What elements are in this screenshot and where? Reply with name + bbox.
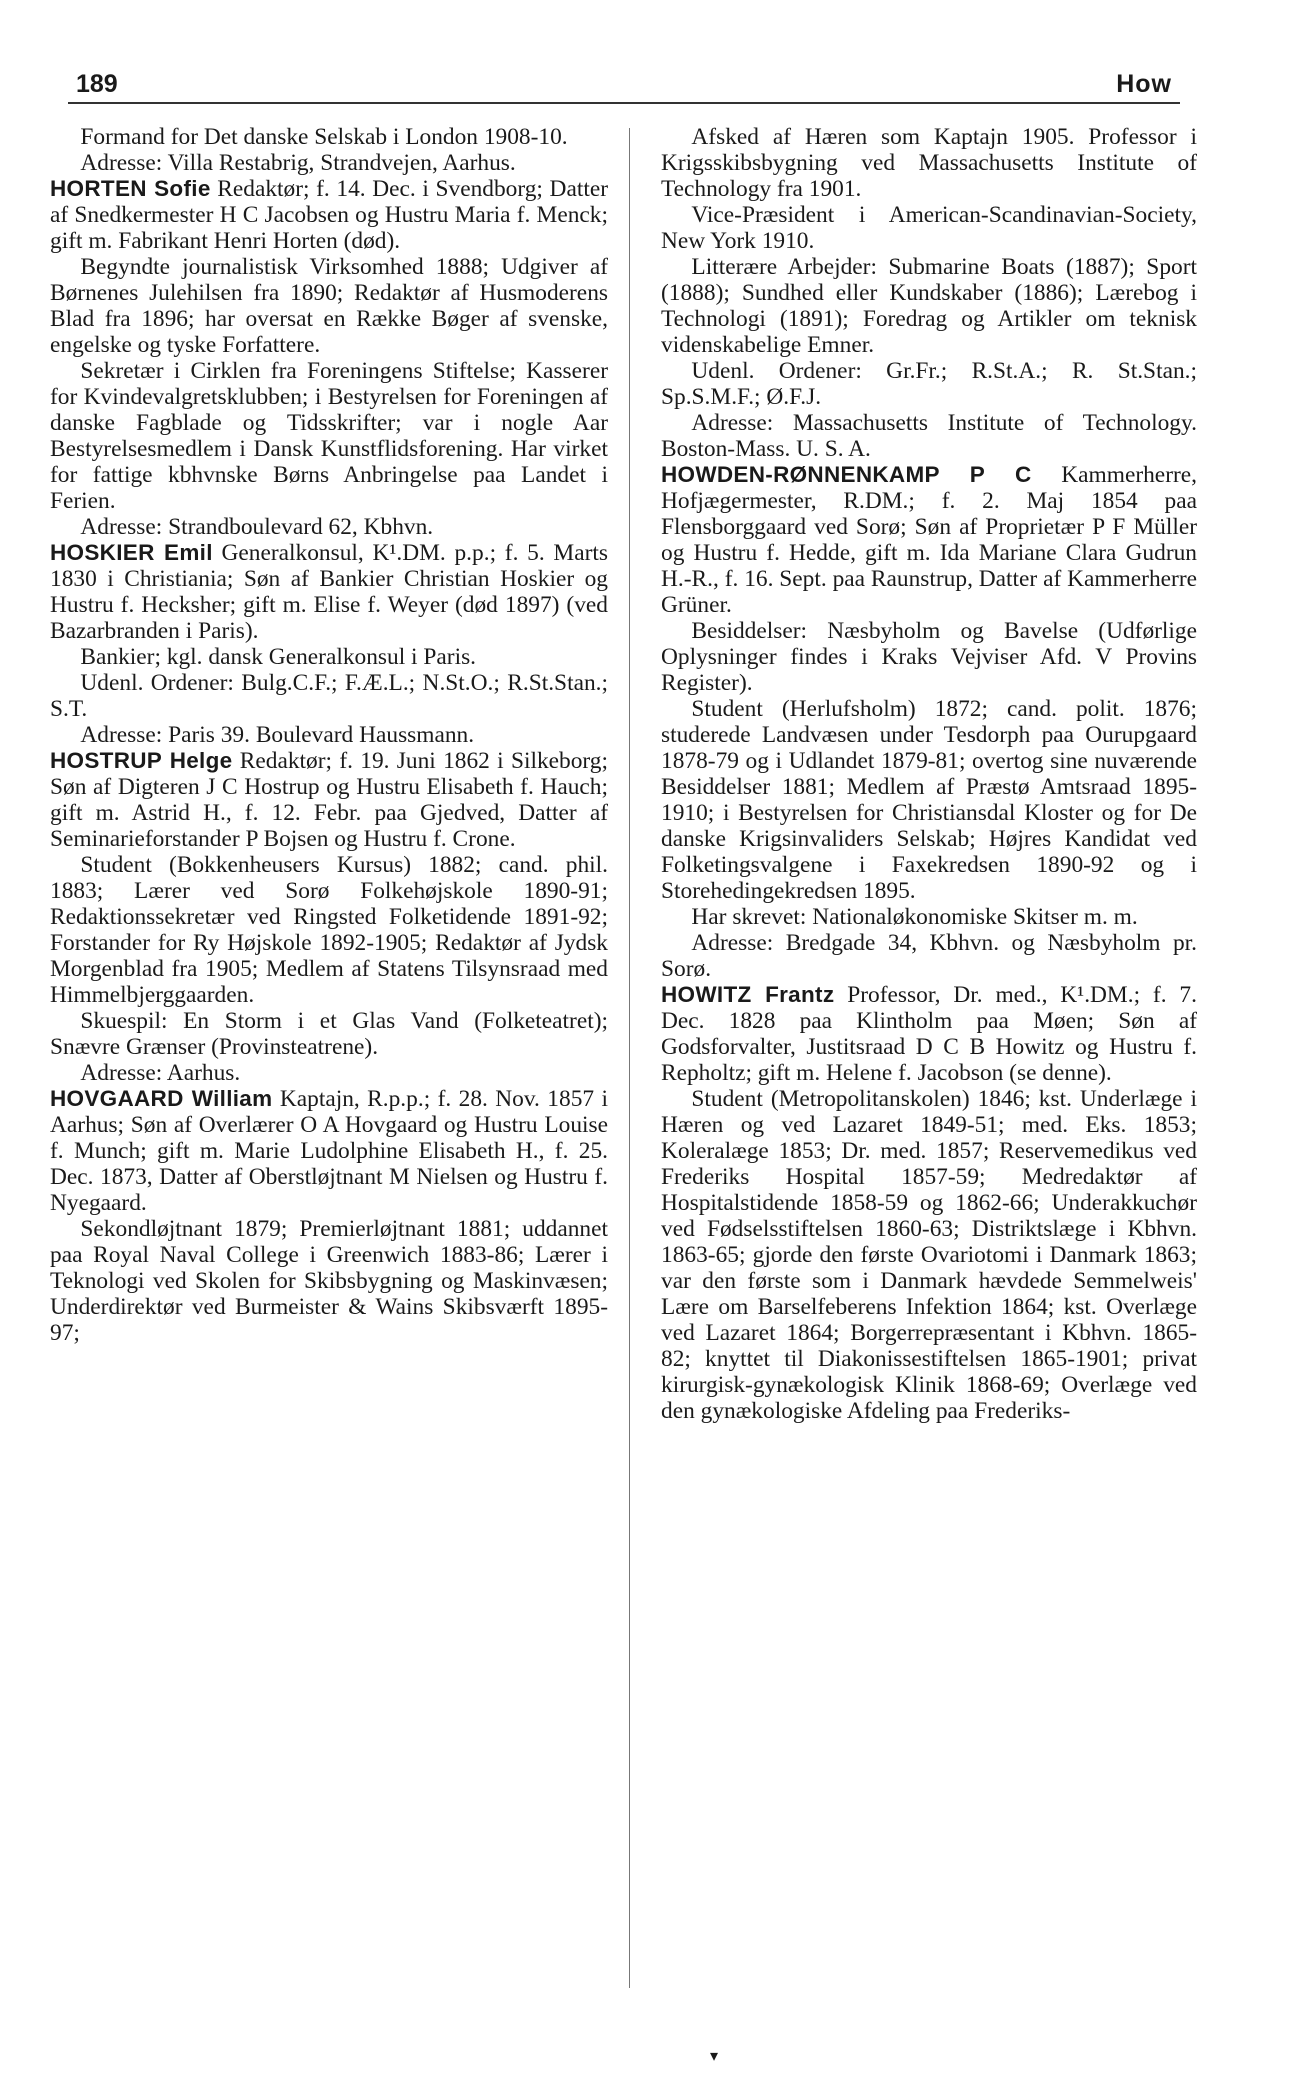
entry-paragraph: Udenl. Ordener: Gr.Fr.; R.St.A.; R. St.Stan.; Sp.S.M.F.; Ø.F.J. (661, 358, 1197, 410)
entry-paragraph: Bankier; kgl. dansk Generalkonsul i Paris. (80, 644, 477, 670)
entry-name: HOWDEN-RØNNENKAMP P C (661, 462, 1032, 487)
entry-text: Redaktør; f. 14. Dec. i Svendborg; Datter af Snedkermester H C Jacobsen og Hustru Maria f. Menck; gift m. Fabrikant Henri Horten (død). (50, 176, 608, 254)
page-catchword: How (1116, 70, 1172, 98)
entry-paragraph: Adresse: Massachusetts Institute of Technology. Boston-Mass. U. S. A. (661, 410, 1197, 462)
right-column (661, 124, 1197, 1994)
header-rule (68, 102, 1180, 104)
entry-paragraph: Adresse: Paris 39. Boulevard Haussmann. (80, 722, 475, 748)
page-header (76, 66, 1176, 102)
entry-paragraph: Skuespil: En Storm i et Glas Vand (Folketeatret); Snævre Grænser (Provinsteatrene). (50, 1008, 608, 1060)
entry-text: Kaptajn, R.p.p.; f. 28. Nov. 1857 i Aarhus; Søn af Overlærer O A Hovgaard og Hustru Louise f. Munch; gift m. Marie Ludolphine Elisabeth H., f. 25. Dec. 1873, Datter af Oberstløjtnant M Nielsen og Hustru f. Nyegaard. (50, 1086, 608, 1216)
entry-paragraph: Adresse: Aarhus. (80, 1060, 241, 1086)
entry-name: HOSKIER Emil (50, 540, 213, 565)
page-number: 189 (76, 70, 118, 98)
entry-paragraph: Sekondløjtnant 1879; Premierløjtnant 1881; uddannet paa Royal Naval College i Greenwich 1883-86; Lærer i Teknologi ved Skolen for Skibsbygning og Maskinvæsen; Underdirektør ved Burmeister & Wains Skibsværft 1895-97; (50, 1216, 608, 1346)
entry-paragraph: Sekretær i Cirklen fra Foreningens Stiftelse; Kasserer for Kvindevalgretsklubben; i Bestyrelsen for Foreningen af danske Fagblade og Tidsskrifter; var i nogle Aar Bestyrelsesmedlem i Dansk Kunstflidsforening. Har virket for fattige kbhvnske Børns Anbringelse paa Landet i Ferien. (50, 358, 608, 514)
entry-text: Kammerherre, Hofjægermester, R.DM.; f. 2. Maj 1854 paa Flensborggaard ved Sorø; Søn af Proprietær P F Müller og Hustru f. Hedde, gift m. Ida Mariane Clara Gudrun H.-R., f. 16. Sept. paa Raunstrup, Datter af Kammerherre Grüner. (661, 462, 1197, 618)
entry-paragraph: Formand for Det danske Selskab i London 1908-10. (80, 124, 568, 150)
entry-paragraph: Vice-Præsident i American-Scandinavian-Society, New York 1910. (661, 202, 1197, 254)
entry-name: HORTEN Sofie (50, 176, 211, 201)
entry-paragraph: Adresse: Strandboulevard 62, Kbhvn. (80, 514, 434, 540)
biography-entry (661, 462, 1197, 618)
entry-name: HOVGAARD William (50, 1086, 273, 1111)
entry-paragraph: Udenl. Ordener: Bulg.C.F.; F.Æ.L.; N.St.O.; R.St.Stan.; S.T. (50, 670, 608, 722)
biography-entry (50, 1086, 608, 1216)
biography-entry (661, 982, 1197, 1086)
entry-paragraph: Adresse: Villa Restabrig, Strandvejen, Aarhus. (80, 150, 516, 176)
entry-paragraph: Adresse: Bredgade 34, Kbhvn. og Næsbyholm pr. Sorø. (661, 930, 1197, 982)
biography-entry (50, 748, 608, 852)
bottom-mark: ▾ (710, 2048, 719, 2065)
entry-paragraph: Har skrevet: Nationaløkonomiske Skitser m. m. (691, 904, 1138, 930)
entry-text: Redaktør; f. 19. Juni 1862 i Silkeborg; Søn af Digteren J C Hostrup og Hustru Elisabeth f. Hauch; gift m. Astrid H., f. 12. Febr. paa Gjedved, Datter af Seminarieforstander P Bojsen og Hustru f. Crone. (50, 748, 608, 852)
entry-text: Generalkonsul, K¹.DM. p.p.; f. 5. Marts 1830 i Christiania; Søn af Bankier Christian Hoskier og Hustru f. Hecksher; gift m. Elise f. Weyer (død 1897) (ved Bazarbranden i Paris). (50, 540, 608, 644)
entry-paragraph: Afsked af Hæren som Kaptajn 1905. Professor i Krigsskibsbygning ved Massachusetts Institute of Technology fra 1901. (661, 124, 1197, 202)
biography-entry (50, 176, 608, 254)
entry-paragraph: Student (Herlufsholm) 1872; cand. polit. 1876; studerede Landvæsen under Tesdorph paa Ourupgaard 1878-79 og i Udlandet 1879-81; overtog sine nuværende Besiddelser 1881; Medlem af Præstø Amtsraad 1895-1910; i Bestyrelsen for Christiansdal Kloster og for De danske Krigsinvaliders Selskab; Højres Kandidat ved Folketingsvalgene i Faxekredsen 1890-92 og i Storehedingekredsen 1895. (661, 696, 1197, 904)
entry-paragraph: Besiddelser: Næsbyholm og Bavelse (Udførlige Oplysninger findes i Kraks Vejviser Afd. V Provins Register). (661, 618, 1197, 696)
entry-name: HOWITZ Frantz (661, 982, 835, 1007)
entry-paragraph: Begyndte journalistisk Virksomhed 1888; Udgiver af Børnenes Julehilsen fra 1890; Redaktør af Husmoderens Blad fra 1896; har oversat en Række Bøger af svenske, engelske og tyske Forfattere. (50, 254, 608, 358)
left-column (50, 124, 608, 1994)
column-divider (629, 128, 630, 1988)
entry-text: Professor, Dr. med., K¹.DM.; f. 7. Dec. 1828 paa Klintholm paa Møen; Søn af Godsforvalter, Justitsraad D C B Howitz og Hustru f. Repholtz; gift m. Helene f. Jacobson (se denne). (661, 982, 1197, 1086)
entry-name: HOSTRUP Helge (50, 748, 233, 773)
entry-paragraph: Student (Metropolitanskolen) 1846; kst. Underlæge i Hæren og ved Lazaret 1849-51; med. Eks. 1853; Koleralæge 1853; Dr. med. 1857; Reservemedikus ved Frederiks Hospital 1857-59; Medredaktør af Hospitalstidende 1858-59 og 1862-66; Underakkuchør ved Fødselsstiftelsen 1860-63; Distriktslæge i Kbhvn. 1863-65; gjorde den første Ovariotomi i Danmark 1863; var den første som i Danmark hævdede Semmelweis' Lære om Barselfeberens Infektion 1864; kst. Overlæge ved Lazaret 1864; Borgerrepræsentant i Kbhvn. 1865-82; knyttet til Diakonissestiftelsen 1865-1901; privat kirurgisk-gynækologisk Klinik 1868-69; Overlæge ved den gynækologiske Afdeling paa Frederiks- (661, 1086, 1197, 1424)
entry-paragraph: Student (Bokkenheusers Kursus) 1882; cand. phil. 1883; Lærer ved Sorø Folkehøjskole 1890-91; Redaktionssekretær ved Ringsted Folketidende 1891-92; Forstander for Ry Højskole 1892-1905; Redaktør af Jydsk Morgenblad fra 1905; Medlem af Statens Tilsynsraad med Himmelbjerggaarden. (50, 852, 608, 1008)
biography-entry (50, 540, 608, 644)
entry-paragraph: Litterære Arbejder: Submarine Boats (1887); Sport (1888); Sundhed eller Kundskaber (1886); Lærebog i Technologi (1891); Foredrag og Artikler om teknisk videnskabelige Emner. (661, 254, 1197, 358)
